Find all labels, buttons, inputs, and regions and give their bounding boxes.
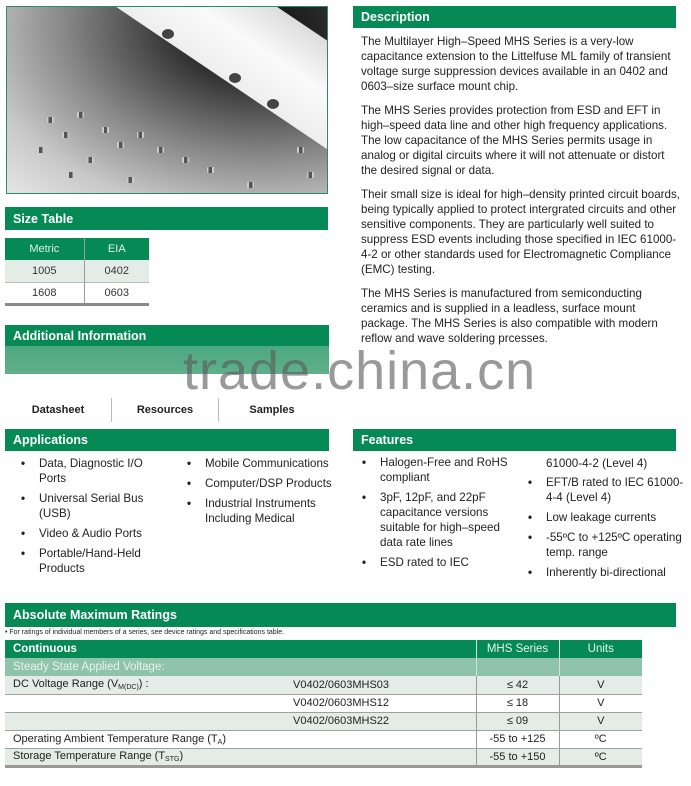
chip <box>37 147 44 153</box>
unit-cell: ºC <box>559 730 642 748</box>
list-item: • Low leakage currents <box>528 510 688 525</box>
chip <box>307 172 314 178</box>
operating-temp-label: Operating Ambient Temperature Range $(T_A)$ <box>5 730 476 748</box>
features-list-left <box>362 455 522 575</box>
tab-samples[interactable]: Samples <box>218 398 325 422</box>
chip <box>62 132 69 138</box>
dc-voltage-label: DC Voltage Range $(V_{M(DC)})$ : <box>5 676 293 694</box>
list-item: • Inherently bi-directional <box>528 565 688 580</box>
chip <box>117 142 124 148</box>
part-number: V0402/0603MHS22 <box>293 712 476 730</box>
table-row <box>5 748 642 766</box>
unit-cell: ºC <box>559 748 642 766</box>
col-header-eia: EIA <box>84 238 149 260</box>
part-number: V0402/0603MHS03 <box>293 676 476 694</box>
description-paragraph: The MHS Series is manufactured from semiconducting ceramics and is supplied in a leadless, surface mount package. The MHS Series is also compatible with modern reflow and wave soldering prcesses. <box>361 287 658 345</box>
chip <box>47 117 54 123</box>
chip <box>127 177 134 183</box>
eia-cell: 0402 <box>84 260 149 282</box>
subheader-row <box>5 658 642 676</box>
list-item: • EFT/B rated to IEC 61000-4-4 (Level 4) <box>528 475 688 505</box>
value-cell: -55 to +125 <box>476 730 559 748</box>
eia-cell: 0603 <box>84 282 149 304</box>
chip <box>157 147 164 153</box>
list-item: • Video & Audio Ports <box>21 526 171 541</box>
additional-info-header: Additional Information <box>5 325 329 346</box>
chip <box>67 172 74 178</box>
applications-list-left <box>21 456 171 581</box>
tab-resources[interactable]: Resources <box>111 398 218 422</box>
carrier-tape <box>57 6 328 152</box>
list-item: • Halogen-Free and RoHS compliant <box>362 455 522 485</box>
value-cell: ≤ 09 <box>476 712 559 730</box>
additional-info-tabs <box>5 398 325 422</box>
product-photo <box>6 6 328 194</box>
size-table <box>5 238 149 306</box>
value-cell: ≤ 42 <box>476 676 559 694</box>
chip <box>87 157 94 163</box>
metric-cell: 1005 <box>5 260 84 282</box>
value-cell: ≤ 18 <box>476 694 559 712</box>
description-paragraph: The Multilayer High–Speed MHS Series is a very-low capacitance extension to the Littelfuse ML family of transient voltage surge suppression devices available in an 0402 and 0603–size surface mount chip. <box>361 35 671 93</box>
tape-hole <box>267 99 279 109</box>
value-cell: -55 to +150 <box>476 748 559 766</box>
part-number: V0402/0603MHS12 <box>293 694 476 712</box>
chip <box>182 157 189 163</box>
list-item: • 3pF, 12pF, and 22pF capacitance versions suitable for high–speed data rate lines <box>362 490 522 550</box>
col-header-mhs-series: MHS Series <box>476 640 559 658</box>
storage-temp-label: Storage Temperature Range $(T_{STG})$ <box>5 748 476 766</box>
ratings-header: Absolute Maximum Ratings <box>5 603 676 627</box>
size-table-header: Size Table <box>5 207 328 230</box>
unit-cell: V <box>559 676 642 694</box>
chip <box>297 147 304 153</box>
metric-cell: 1608 <box>5 282 84 304</box>
list-item: • Portable/Hand-Held Products <box>21 546 171 576</box>
table-row <box>5 282 149 304</box>
list-item: • Mobile Communications <box>187 456 337 471</box>
chip <box>77 112 84 118</box>
description-header: Description <box>353 6 676 28</box>
ratings-note: • For ratings of individual members of a series, see device ratings and specifications table. <box>5 629 285 636</box>
description-paragraph: Their small size is ideal for high–density printed circuit boards, being typically applied to protect intergrated circuits and other sensitive components. They are particularly well suited to suppress ESD events including those specified in IEC 61000-4-2 or other standards used for Electromagnetic Compliance (EMC) testing. <box>361 188 680 276</box>
table-row <box>5 676 642 694</box>
table-row <box>5 712 642 730</box>
tape-hole <box>229 73 241 83</box>
list-item: • -55ºC to +125ºC operating temp. range <box>528 530 688 560</box>
table-row <box>5 260 149 282</box>
description-paragraph: The MHS Series provides protection from ESD and EFT in high–speed data line and other high frequency applications. The low capacitance of the MHS Series permits usage in analog or digital circuits where it will not attenuate or distort the desired signal or data. <box>361 104 668 177</box>
tape-hole <box>162 29 174 39</box>
unit-cell: V <box>559 712 642 730</box>
chip <box>207 167 214 173</box>
features-header: Features <box>353 429 676 451</box>
tab-datasheet[interactable]: Datasheet <box>31 404 85 416</box>
col-header-units: Units <box>559 640 642 658</box>
ratings-table <box>5 640 642 768</box>
list-item: • Industrial Instruments Including Medical <box>187 496 337 526</box>
table-row <box>5 694 642 712</box>
table-row <box>5 730 642 748</box>
features-list-right <box>528 475 688 585</box>
additional-info-band <box>5 346 329 374</box>
col-header-continuous: Continuous <box>5 640 476 658</box>
col-header-metric: Metric <box>5 238 84 260</box>
chip <box>137 132 144 138</box>
unit-cell: V <box>559 694 642 712</box>
features-continuation: 61000-4-2 (Level 4) <box>546 457 648 470</box>
steady-state-label: Steady State Applied Voltage: <box>5 658 476 676</box>
chip <box>247 182 254 188</box>
chip <box>102 127 109 133</box>
description-body <box>361 34 681 355</box>
list-item: • Computer/DSP Products <box>187 476 337 491</box>
list-item: • Universal Serial Bus (USB) <box>21 491 171 521</box>
list-item: • ESD rated to IEC <box>362 555 522 570</box>
applications-list-right <box>187 456 337 531</box>
applications-header: Applications <box>5 429 329 451</box>
watermark: trade.china.cn <box>183 341 537 401</box>
list-item: • Data, Diagnostic I/O Ports <box>21 456 171 486</box>
